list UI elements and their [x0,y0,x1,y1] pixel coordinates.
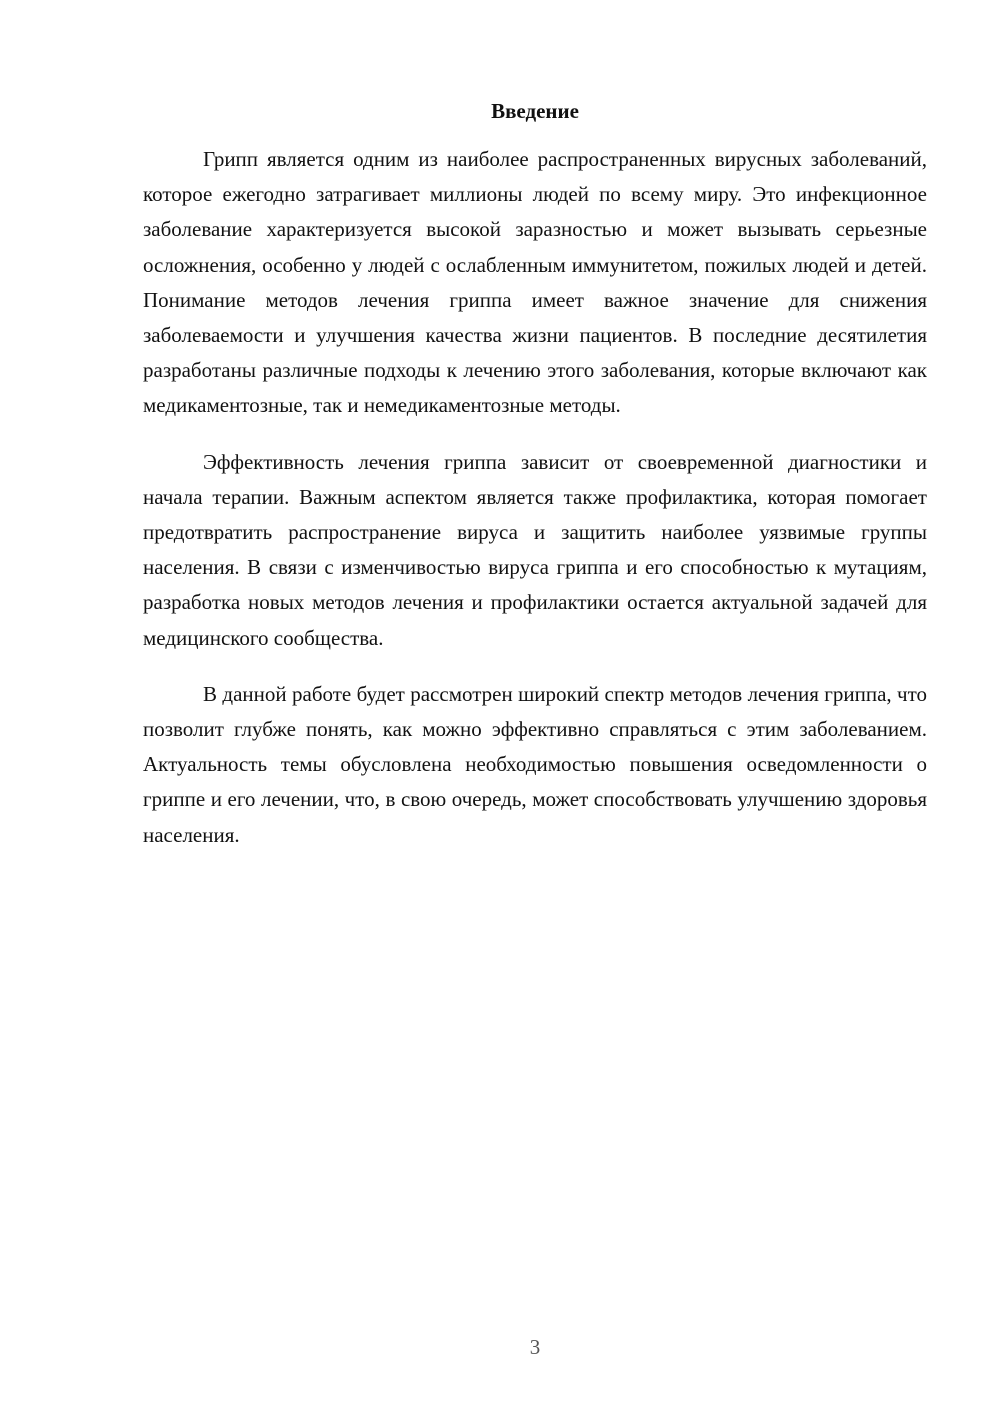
page-title: Введение [491,99,579,123]
paragraph-2: Эффективность лечения гриппа зависит от своевременной диагностики и начала терапии. Важным аспектом является также профилактика, которая помогает предотвратить распространение вируса и защитить наиболее уязвимые группы населения. В связи с изменчивостью вируса гриппа и его способностью к мутациям, разработка новых методов лечения и профилактики остается актуальной задачей для медицинского сообщества. [143,449,927,650]
page-number: 3 [529,1335,541,1359]
paragraph-1: Грипп является одним из наиболее распространенных вирусных заболеваний, которое ежегодно затрагивает миллионы людей по всему миру. Это инфекционное заболевание характеризуется высокой заразностью и может вызывать серьезные осложнения, особенно у людей с ослабленным иммунитетом, пожилых людей и детей. Понимание методов лечения гриппа имеет важное значение для снижения заболеваемости и улучшения качества жизни пациентов. В последние десятилетия разработаны различные подходы к лечению этого заболевания, которые включают как медикаментозные, так и немедикаментозные методы. [143,147,927,418]
document-body [143,142,927,874]
paragraph-3: В данной работе будет рассмотрен широкий спектр методов лечения гриппа, что позволит глубже понять, как можно эффективно справляться с этим заболеванием. Актуальность темы обусловлена необходимостью повышения осведомленности о гриппе и его лечении, что, в свою очередь, может способствовать улучшению здоровья населения. [143,681,927,847]
